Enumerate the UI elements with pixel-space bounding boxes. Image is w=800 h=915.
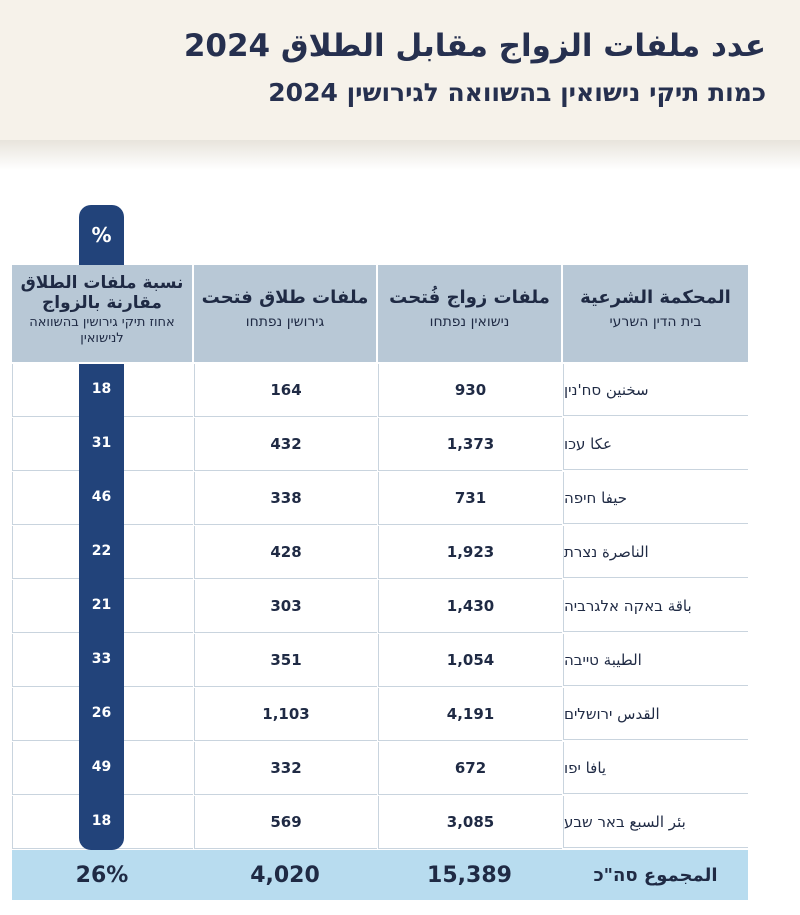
ratio-value: 46 — [91, 489, 112, 505]
header-divorce-main: ملفات طلاق فتحت — [201, 287, 369, 308]
marriage-count: 672 — [378, 742, 562, 795]
court-name: عكا עכו — [563, 418, 748, 470]
court-name: بئر السبع באר שבע — [563, 796, 748, 848]
header-court — [563, 265, 748, 362]
marriage-count: 1,373 — [378, 418, 562, 471]
divorce-count: 351 — [194, 634, 377, 687]
court-name: الطيبة טייבה — [563, 634, 748, 686]
header-marriage — [378, 265, 561, 362]
ratio-value: 26 — [91, 705, 112, 721]
court-name: الناصرة נצרת — [563, 526, 748, 578]
court-name: باقة באקה אלגרביה — [563, 580, 748, 632]
ratio-value: 18 — [91, 813, 112, 829]
divorce-count: 1,103 — [194, 688, 377, 741]
marriage-count: 1,054 — [378, 634, 562, 687]
header-ratio-sub: אחוז תיקי גירושין בהשוואה לנישואין — [29, 315, 175, 346]
percent-tab-label: % — [91, 223, 112, 247]
header-ratio — [12, 265, 192, 362]
court-name: سخنين סח'נין — [563, 364, 748, 416]
divorce-count: 569 — [194, 796, 377, 849]
total-row — [12, 850, 748, 900]
header-band — [0, 0, 800, 140]
ratio-value: 49 — [91, 759, 112, 775]
header-shadow — [0, 140, 800, 170]
marriage-count: 731 — [378, 472, 562, 525]
marriage-count: 4,191 — [378, 688, 562, 741]
divorce-count: 432 — [194, 418, 377, 471]
court-name: حيفا חיפה — [563, 472, 748, 524]
page-title: عدد ملفات الزواج مقابل الطلاق 2024 — [183, 28, 766, 64]
page-subtitle: כמות תיקי נישואין בהשוואה לגירושין 2024 — [268, 78, 766, 107]
divorce-count: 332 — [194, 742, 377, 795]
header-marriage-sub: נישואין נפתחו — [429, 314, 510, 330]
header-divorce-sub: גירושין נפתחו — [245, 314, 325, 330]
marriage-count: 1,923 — [378, 526, 562, 579]
marriage-count: 3,085 — [378, 796, 562, 849]
percent-tab — [79, 205, 124, 265]
total-divorce: 4,020 — [250, 862, 320, 888]
header-marriage-main: ملفات زواج فُتحت — [389, 287, 550, 308]
divorce-count: 428 — [194, 526, 377, 579]
header-divorce — [194, 265, 376, 362]
divorce-count: 303 — [194, 580, 377, 633]
total-label: المجموع סה"כ — [593, 864, 718, 886]
ratio-value: 33 — [91, 651, 112, 667]
divorce-count: 338 — [194, 472, 377, 525]
court-name: القدس ירושלים — [563, 688, 748, 740]
ratio-value: 31 — [91, 435, 112, 451]
total-marriage: 15,389 — [427, 862, 512, 888]
total-ratio: 26% — [75, 862, 129, 888]
court-name: يافا יפו — [563, 742, 748, 794]
divorce-count: 164 — [194, 364, 377, 417]
marriage-count: 930 — [378, 364, 562, 417]
data-table — [12, 265, 748, 900]
ratio-value: 21 — [91, 597, 112, 613]
marriage-count: 1,430 — [378, 580, 562, 633]
ratio-value: 22 — [91, 543, 112, 559]
header-ratio-main: نسبة ملفات الطلاق مقارنة بالزواج — [20, 273, 184, 313]
header-court-main: المحكمة الشرعية — [580, 287, 731, 308]
header-court-sub: בית הדין השרעי — [609, 314, 702, 330]
ratio-value: 18 — [91, 381, 112, 397]
